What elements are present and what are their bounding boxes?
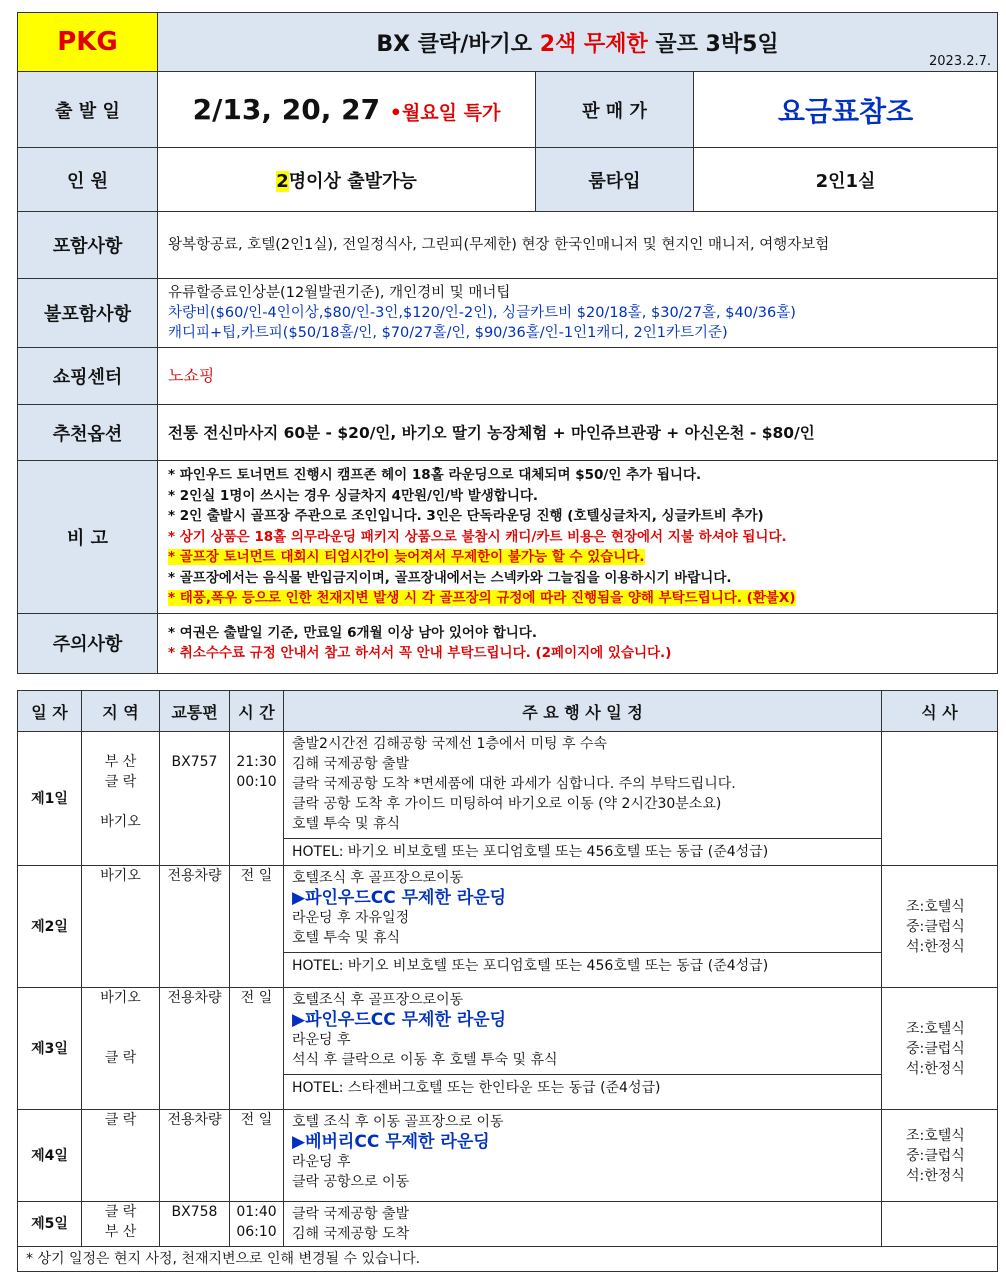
itinerary-highlight: ▶파인우드CC 무제한 라운딩 xyxy=(292,1010,507,1030)
itinerary-line: 라운딩 후 자유일정 xyxy=(292,910,410,926)
option-label: 추천옵션 xyxy=(18,405,158,461)
itinerary-highlight: ▶베버리CC 무제한 라운딩 xyxy=(292,1132,490,1152)
remarks-list xyxy=(158,461,998,614)
package-info-table xyxy=(17,12,998,674)
price-value: 요금표참조 xyxy=(694,72,998,148)
caution-item: * 취소수수료 규정 안내서 참고 하셔서 꼭 안내 부탁드립니다. (2페이지에 있습니다.) xyxy=(168,645,672,661)
col-header-itinerary: 주 요 행 사 일 정 xyxy=(284,691,882,732)
table-row xyxy=(18,1110,998,1202)
remark-item: * 상기 상품은 18홀 의무라운딩 패키지 상품으로 불참시 캐디/카트 비용은 현장에서 지불 하셔야 됩니다. xyxy=(168,528,787,545)
exclude-label: 불포함사항 xyxy=(18,279,158,348)
depart-value xyxy=(158,72,536,148)
col-header-time: 시 간 xyxy=(230,691,284,732)
remark-item: * 파인우드 토너먼트 진행시 캠프존 헤이 18홀 라운딩으로 대체되며 $50/인 추가 됩니다. xyxy=(168,467,702,483)
region-cell xyxy=(82,1202,160,1247)
meal: 석:한정식 xyxy=(906,938,965,955)
itinerary-line: 클락 국제공항 도착 *면세품에 대한 과세가 심합니다. 주의 부탁드립니다. xyxy=(292,776,736,792)
col-header-region: 지 역 xyxy=(82,691,160,732)
schedule-footnote: * 상기 일정은 현지 사정, 천재지변으로 인해 변경될 수 있습니다. xyxy=(18,1247,998,1272)
shop-label: 쇼핑센터 xyxy=(18,348,158,405)
day-label: 제5일 xyxy=(18,1202,82,1247)
meal-cell xyxy=(882,866,998,988)
region-cell xyxy=(82,988,160,1110)
package-title xyxy=(158,13,998,72)
pkg-badge: PKG xyxy=(18,13,158,72)
region: 바기오 xyxy=(100,814,141,830)
col-header-day: 일 자 xyxy=(18,691,82,732)
col-header-transport: 교통편 xyxy=(160,691,230,732)
col-header-meal: 식 사 xyxy=(882,691,998,732)
table-row xyxy=(18,1202,998,1247)
people-value xyxy=(158,148,536,212)
region: 부 산 xyxy=(104,1224,137,1240)
itinerary-cell xyxy=(284,1202,882,1247)
hotel-info: HOTEL: 바기오 비보호텔 또는 포디엄호텔 또는 456호텔 또는 동급 (준4성급) xyxy=(284,952,881,979)
include-value: 왕복항공료, 호텔(2인1실), 전일정식사, 그린피(무제한) 현장 한국인매니저 및 현지인 매니저, 여행자보험 xyxy=(158,212,998,279)
itinerary-cell xyxy=(284,1110,882,1202)
region: 바기오 xyxy=(82,866,160,988)
region-spacer xyxy=(82,792,159,812)
itinerary-line: 호텔 조식 후 이동 골프장으로 이동 xyxy=(292,1114,504,1130)
time: 00:10 xyxy=(236,774,277,790)
transport: 전용차량 xyxy=(160,866,230,988)
itinerary-line: 클락 공항 도착 후 가이드 미팅하여 바기오로 이동 (약 2시간30분소요) xyxy=(292,796,722,812)
remark-item: * 골프장 토너먼트 대회시 티업시간이 늦어져서 무제한이 불가능 할 수 있습니다. xyxy=(168,549,645,565)
depart-note: •월요일 특가 xyxy=(389,102,501,124)
people-min: 2 xyxy=(276,170,289,192)
caution-label: 주의사항 xyxy=(18,613,158,673)
itinerary-line: 라운딩 후 xyxy=(292,1154,351,1170)
title-highlight: 2색 무제한 xyxy=(539,31,648,57)
time: 전 일 xyxy=(230,1110,284,1202)
itinerary-line: 라운딩 후 xyxy=(292,1032,351,1048)
itinerary-cell xyxy=(284,732,882,866)
table-row xyxy=(18,988,998,1110)
issue-date: 2023.2.7. xyxy=(929,54,992,69)
remark-item: * 2인실 1명이 쓰시는 경우 싱글차지 4만원/인/박 발생합니다. xyxy=(168,487,539,504)
itinerary-line: 호텔조식 후 골프장으로이동 xyxy=(292,992,464,1008)
meal: 조:호텔식 xyxy=(906,898,965,915)
itinerary-line: 김해 국제공항 도착 xyxy=(292,1226,410,1242)
remark-label: 비 고 xyxy=(18,461,158,614)
people-text: 명이상 출발가능 xyxy=(288,170,417,192)
option-value: 전통 전신마사지 60분 - $20/인, 바기오 딸기 농장체험 + 마인쥬브관광 + 아신온천 - $80/인 xyxy=(158,405,998,461)
region: 바기오 xyxy=(100,990,141,1006)
transport: 전용차량 xyxy=(160,1110,230,1202)
meal: 조:호텔식 xyxy=(906,1020,965,1037)
transport: 전용차량 xyxy=(160,988,230,1110)
meal: 중:클럽식 xyxy=(906,1040,965,1057)
exclude-line3: 캐디피+팁,카트피($50/18홀/인, $70/27홀/인, $90/36홀/인-1인1캐디, 2인1카트기준) xyxy=(168,325,728,341)
time: 01:40 xyxy=(236,1204,277,1220)
region: 클 락 xyxy=(104,1050,137,1066)
time: 전 일 xyxy=(230,866,284,988)
meal-cell xyxy=(882,988,998,1110)
remark-item: * 2인 출발시 골프장 주관으로 조인입니다. 3인은 단독라운딩 진행 (호텔싱글차지, 싱글카트비 추가) xyxy=(168,508,764,524)
exclude-line1: 유류할증료인상분(12월발권기준), 개인경비 및 매너팁 xyxy=(168,285,511,301)
time: 21:30 xyxy=(236,754,277,770)
itinerary-cell xyxy=(284,866,882,988)
hotel-info: HOTEL: 스타젠버그호텔 또는 한인타운 또는 동급 (준4성급) xyxy=(284,1074,881,1101)
time-cell xyxy=(230,1202,284,1247)
region: 클 락 xyxy=(82,1110,160,1202)
depart-label: 출 발 일 xyxy=(18,72,158,148)
itinerary-line: 석식 후 클락으로 이동 후 호텔 투숙 및 휴식 xyxy=(292,1052,558,1068)
region: 클 락 xyxy=(104,1204,137,1220)
caution-item: * 여권은 출발일 기준, 만료일 6개월 이상 남아 있어야 합니다. xyxy=(168,624,537,641)
time: 06:10 xyxy=(236,1224,277,1240)
itinerary-line: 호텔 투숙 및 휴식 xyxy=(292,930,401,946)
title-part1: BX 클락/바기오 xyxy=(376,31,540,57)
day-label: 제4일 xyxy=(18,1110,82,1202)
day-label: 제3일 xyxy=(18,988,82,1110)
meal: 조:호텔식 xyxy=(906,1127,965,1144)
remark-item: * 골프장에서는 음식물 반입금지이며, 골프장내에서는 스넥카와 그늘집을 이용하시기 바랍니다. xyxy=(168,569,732,586)
exclude-line2: 차량비($60/인-4인이상,$80/인-3인,$120/인-2인), 싱글카트비 $20/18홀, $30/27홀, $40/36홀) xyxy=(168,305,796,321)
day-label: 제2일 xyxy=(18,866,82,988)
table-row xyxy=(18,732,998,866)
itinerary-line: 김해 국제공항 출발 xyxy=(292,756,410,772)
document-sheet xyxy=(17,12,997,1267)
itinerary-line: 클락 공항으로 이동 xyxy=(292,1174,410,1190)
time-cell xyxy=(230,732,284,866)
itinerary-highlight: ▶파인우드CC 무제한 라운딩 xyxy=(292,888,507,908)
shop-value: 노쇼핑 xyxy=(158,348,998,405)
remark-item: * 태풍,폭우 등으로 인한 천재지변 발생 시 각 골프장의 규정에 따라 진행됨을 양해 부탁드립니다. (환불X) xyxy=(168,590,796,606)
time: 전 일 xyxy=(230,988,284,1110)
meal: 석:한정식 xyxy=(906,1060,965,1077)
meal: 중:클럽식 xyxy=(906,918,965,935)
region-spacer xyxy=(82,1008,159,1048)
itinerary-line: 클락 국제공항 출발 xyxy=(292,1206,410,1222)
meal: 석:한정식 xyxy=(906,1167,965,1184)
exclude-value xyxy=(158,279,998,348)
meal: 중:클럽식 xyxy=(906,1147,965,1164)
room-label: 룸타입 xyxy=(536,148,694,212)
day-label: 제1일 xyxy=(18,732,82,866)
title-part2: 골프 3박5일 xyxy=(647,31,779,57)
region: 클 락 xyxy=(104,774,137,790)
itinerary-line: 출발2시간전 김해공항 국제선 1층에서 미팅 후 수속 xyxy=(292,736,607,752)
price-label: 판 매 가 xyxy=(536,72,694,148)
transport: BX758 xyxy=(160,1202,230,1247)
include-label: 포함사항 xyxy=(18,212,158,279)
region-cell xyxy=(82,732,160,866)
meal-cell xyxy=(882,1110,998,1202)
schedule-table xyxy=(17,690,998,1272)
people-label: 인 원 xyxy=(18,148,158,212)
itinerary-line: 호텔조식 후 골프장으로이동 xyxy=(292,870,464,886)
region: 부 산 xyxy=(104,754,137,770)
table-row xyxy=(18,866,998,988)
room-value: 2인1실 xyxy=(694,148,998,212)
itinerary-cell xyxy=(284,988,882,1110)
transport: BX757 xyxy=(160,732,230,866)
caution-list xyxy=(158,613,998,673)
itinerary-line: 호텔 투숙 및 휴식 xyxy=(292,816,401,832)
meal-cell xyxy=(882,732,998,866)
meal-cell xyxy=(882,1202,998,1247)
hotel-info: HOTEL: 바기오 비보호텔 또는 포디엄호텔 또는 456호텔 또는 동급 (준4성급) xyxy=(284,838,881,865)
depart-dates: 2/13, 20, 27 xyxy=(192,93,381,126)
